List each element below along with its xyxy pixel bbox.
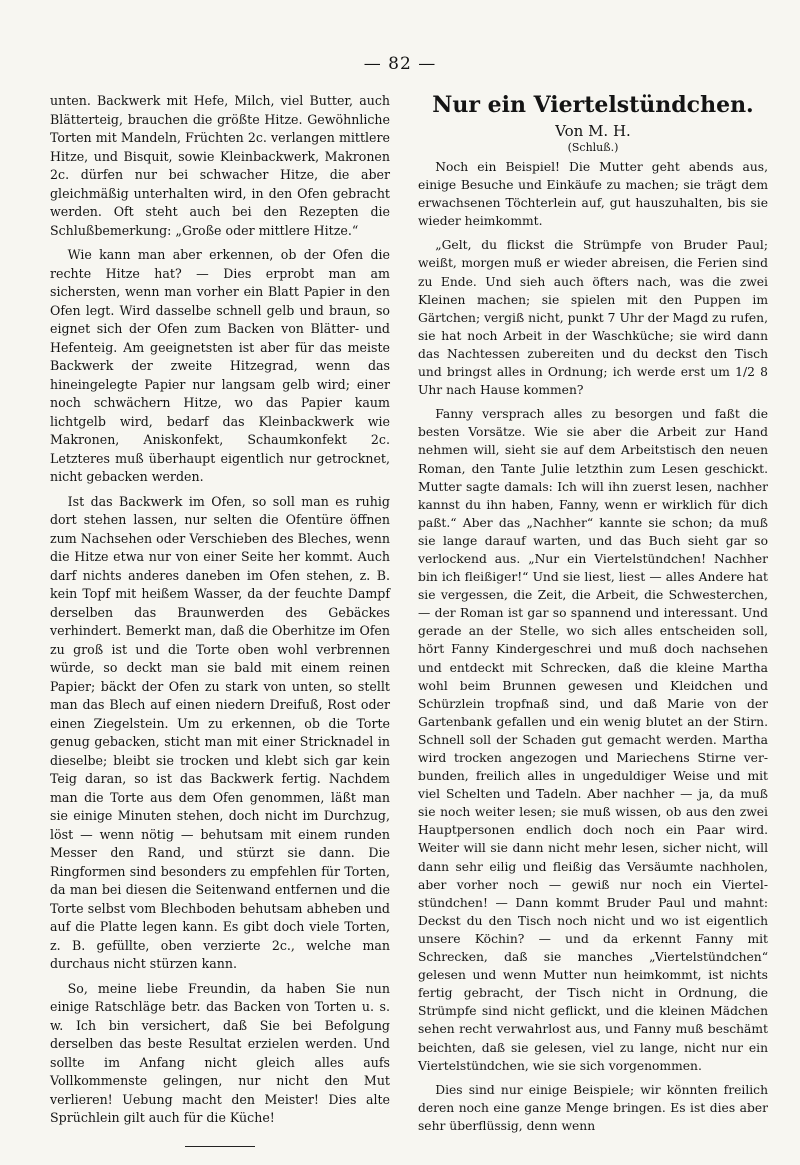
right-paragraph: Fanny versprach alles zu besorgen und faßt die besten Vorsätze. Wie sie aber die Arbeit zur Hand nehmen will, sieht sie auf dem Arbeitstisch den neuen Roman, den Tante Julie letzthin zum Lesen geschickt. Mutter sagte damals: Ich will ihn zuerst lesen, nachher kannst du ihn haben, Fanny, wenn er wirklich für dich paßt.“ Aber das „Nachher“ kannte sie schon; da muß sie lange darauf warten, und das Buch sieht gar so verlockend aus. „Nur ein Viertelstündchen! Nachher bin ich fleißiger!“ Und sie liest, liest — alles Andere hat sie vergessen, die Zeit, die Arbeit, die Schwesterchen, — der Roman ist gar so spannend und interessant. Und gerade an der Stelle, wo sich alles entscheiden soll, hört Fanny Kindergeschrei und muß doch nachsehen und entdeckt mit Schrecken, daß die kleine Martha wohl beim Brunnen gewesen und Kleidchen und Schürzlein tropfnaß sind, und daß Marie von der Gartenbank gefallen und ein wenig blutet an der Stirn. Schnell soll der Schaden gut gemacht werden. Martha wird trocken angezogen und Mariechens Stirne verbunden, freilich alles in ungeduldiger Weise und mit viel Schelten und Tadeln. Aber nachher — ja, da muß sie noch weiter lesen; sie muß wissen, ob aus den zwei Hauptpersonen endlich doch noch ein Paar wird. Weiter will sie dann nicht mehr lesen, sicher nicht, will dann sehr eilig und fleißig das Versäumte nachholen, aber vorher noch — gewiß nur noch ein Viertelstündchen! — Dann kommt Bruder Paul und mahnt: Deckst du den Tisch noch nicht und wo ist eigentlich unsere Köchin? — und da erkennt Fanny mit Schrecken, daß sie manches „Viertelstündchen“ gelesen und wenn Mutter nun heimkommt, ist nichts fertig gebracht, der Tisch nicht in Ordnung, die Strümpfe sind nicht geflickt, und die kleinen Mädchen sehen recht verwahrlost aus, und Fanny muß beschämt beichten, daß sie gelesen, viel zu lange, nicht nur ein Viertelstündchen, wie sie sich vorgenommen. (418, 407, 768, 1073)
left-paragraph: So, meine liebe Freundin, da haben Sie nun einige Ratschläge betr. das Backen von Torten u. s. w. Ich bin versichert, daß Sie bei Befolgung derselben das beste Resultat erzielen werden. Und sollte im Anfang nicht gleich alles aufs Vollkommenste gelingen, nur nicht den Mut verlieren! Uebung macht den Meister! Dies alte Sprüchlein gilt auch für die Küche! (50, 980, 390, 1125)
left-column (50, 92, 390, 1147)
page-number: — 82 — (363, 54, 437, 74)
article-byline: Von M. H. (555, 122, 631, 140)
right-column (418, 92, 768, 1135)
right-paragraph: „Gelt, du flickst die Strümpfe von Bruder Paul; weißt, morgen muß er wieder abreisen, die Ferien sind zu Ende. Und sieh auch öfters nach, was die zwei Kleinen machen; sie spielen mit den Puppen im Gärtchen; vergiß nicht, punkt 7 Uhr der Magd zu rufen, sie hat noch Arbeit in der Waschküche; sie wird dann das Nachtessen zubereiten und du deckst den Tisch und bringst alles in Ordnung; ich werde erst um 1/2 8 Uhr nach Hause kommen? (418, 238, 768, 398)
right-paragraph: Noch ein Beispiel! Die Mutter geht abends aus, einige Besuche und Einkäufe zu machen; sie trägt dem erwachsenen Töchterlein auf, gut hauszuhalten, bis sie wieder heimkommt. (418, 160, 768, 229)
left-paragraph: Wie kann man aber erkennen, ob der Ofen die rechte Hitze hat? — Dies erprobt man am sichersten, wenn man vorher ein Blatt Papier in den Ofen legt. Wird dasselbe schnell gelb und braun, so eignet sich der Ofen zum Backen von Blätter- und Hefenteig. Am geeignetsten ist aber für das meiste Backwerk der zweite Hitzegrad, wenn das hineingelegte Papier nur langsam gelb wird; einer noch schwächern Hitze, wo das Papier kaum lichtgelb wird, bedarf das Kleinbackwerk wie Makronen, Aniskonfekt, Schaumkonfekt 2c. Letzteres muß überhaupt eigentlich nur getrocknet, nicht gebacken werden. (50, 247, 390, 484)
article-title: Nur ein Viertelstündchen. (432, 92, 754, 118)
left-paragraph: unten. Backwerk mit Hefe, Milch, viel Butter, auch Blätterteig, brauchen die größte Hitze. Gewöhnliche Torten mit Mandeln, Früchten 2c. verlangen mittlere Hitze, und Bisquit, sowie Kleinbackwerk, Makronen 2c. dürfen nur bei schwacher Hitze, die aber gleichmäßig unterhalten wird, in den Ofen gebracht werden. Oft steht auch bei den Rezepten die Schlußbemerkung: „Große oder mittlere Hitze.“ (50, 93, 390, 238)
left-paragraph: Ist das Backwerk im Ofen, so soll man es ruhig dort stehen lassen, nur selten die Ofentüre öffnen zum Nachsehen oder Verschieben des Bleches, wenn die Hitze etwa nur von einer Seite her kommt. Auch darf nichts anderes daneben im Ofen stehen, z. B. kein Topf mit heißem Wasser, da der feuchte Dampf derselben das Braunwerden des Gebäckes verhindert. Bemerkt man, daß die Oberhitze im Ofen zu groß ist und die Torte oben wohl verbrennen würde, so deckt man sie bald mit einem reinen Papier; bäckt der Ofen zu stark von unten, so stellt man das Blech auf einen niedern Dreifuß, Rost oder einen Ziegelstein. Um zu erkennen, ob die Torte genug gebacken, sticht man mit einer Stricknadel in dieselbe; bleibt sie trocken und klebt sich gar kein Teig daran, so ist das Backwerk fertig. Nachdem man die Torte aus dem Ofen genommen, läßt man sie einige Minuten stehen, doch nicht im Durchzug, löst — wenn nötig — behutsam mit einem runden Messer den Rand, und stürzt sie dann. Die Ringformen sind besonders zu empfehlen für Torten, da man bei diesen die Seitenwand entfernen und die Torte selbst vom Blechboden behutsam abheben und auf die Platte legen kann. Es gibt doch viele Torten, z. B. gefüllte, oben verzierte 2c., welche man durchaus nicht stürzen kann. (50, 493, 390, 971)
right-paragraph: Dies sind nur einige Beispiele; wir könnten freilich deren noch eine ganze Menge bringen. Es ist dies aber sehr überflüssig, denn wenn (418, 1082, 768, 1133)
section-divider (185, 1146, 255, 1147)
continuation-note: (Schluß.) (567, 141, 619, 154)
